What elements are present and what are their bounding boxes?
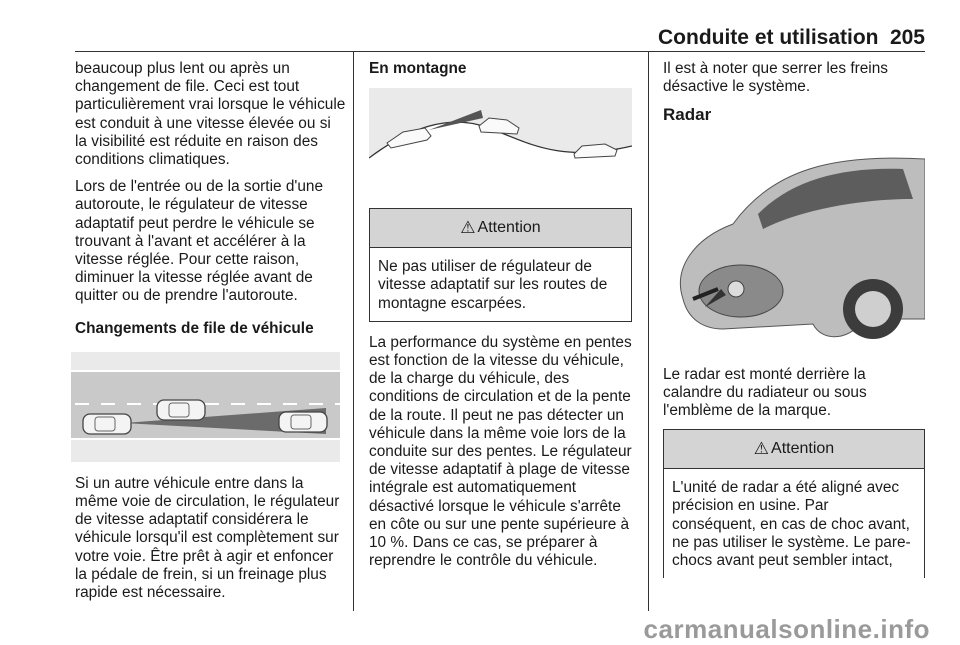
subheading-lane-change: Changements de file de véhicule — [75, 319, 314, 337]
watermark: carmanualsonline.info — [643, 614, 930, 644]
warning-icon: ⚠ — [460, 218, 476, 238]
own-car — [83, 414, 131, 434]
attention-title: Attention — [771, 440, 835, 458]
attention-box — [663, 429, 925, 578]
paragraph: Si un autre véhicule entre dans la même voie de circulation, le régulateur de vitesse adaptatif considérera le véhicule lorsqu'il est complètement sur votre voie. Être prêt à agir et enfoncer la pédale de frein, si un freinage plus rapide est nécessaire. — [75, 474, 340, 602]
car-crest — [479, 118, 519, 134]
header-rule — [75, 51, 925, 52]
paragraph: Il est à noter que serrer les freins désactive le système. — [663, 60, 888, 96]
mountain-illustration — [369, 88, 632, 183]
attention-body: Ne pas utiliser de régulateur de vitesse adaptatif sur les routes de montagne escarpées. — [378, 258, 608, 312]
leading-car — [279, 412, 327, 432]
radar-car-photo — [663, 139, 925, 354]
merging-car — [157, 400, 205, 420]
page-header — [620, 22, 925, 52]
subheading-radar: Radar — [663, 105, 712, 125]
column-divider-2 — [648, 51, 649, 611]
lane-change-illustration — [71, 352, 340, 462]
page-number: 205 — [889, 26, 925, 49]
column-divider-1 — [353, 51, 354, 611]
column-3 — [663, 60, 925, 578]
section-title: Conduite et utilisation — [658, 26, 879, 49]
attention-body: L'unité de radar a été aligné avec précision en usine. Par conséquent, en cas de choc avant, ne pas utiliser le système. Le pare-chocs avant peut sembler intact, — [672, 479, 911, 570]
attention-header — [370, 209, 631, 248]
paragraph: Lors de l'entrée ou de la sortie d'une autoroute, le régulateur de vitesse adaptatif peut perdre le véhicule se trouvant à l'avant et accélérer à la vitesse réglée. Pour cette raison, diminuer la vitesse réglée avant de quitter ou de prendre l'autoroute. — [75, 178, 324, 305]
car-downhill — [574, 144, 617, 158]
paragraph: La performance du système en pentes est fonction de la vitesse du véhicule, de la charge du véhicule, des conditions de circulation et de la pente de la route. Il peut ne pas détecter un véhicule dans la même voie lors de la conduite sur des pentes. Le régulateur de vitesse adaptatif à plage de vitesse intégrale est automatiquement désactivé lorsque le véhicule s'arrête en côte ou sur une pente supérieure à 10 %. Dans ce cas, se préparer à reprendre le contrôle du véhicule. — [369, 333, 632, 570]
warning-icon: ⚠ — [753, 439, 770, 459]
lane-change-diagram — [71, 352, 340, 462]
column-2 — [369, 60, 632, 579]
mountain-diagram — [369, 88, 632, 183]
paragraph: beaucoup plus lent ou après un changement de file. Ceci est tout particulièrement vrai lorsque le véhicule est conduit à une vitesse élevée ou si la visibilité est réduite en raison des conditions climatiques. — [75, 60, 346, 169]
attention-box — [369, 208, 632, 322]
attention-title: Attention — [477, 219, 541, 237]
column-1 — [75, 60, 347, 611]
subheading-mountain: En montagne — [369, 60, 467, 77]
paragraph: Le radar est monté derrière la calandre du radiateur ou sous l'emblème de la marque. — [663, 365, 867, 420]
radar-car-image — [663, 139, 925, 354]
attention-header — [664, 430, 924, 469]
